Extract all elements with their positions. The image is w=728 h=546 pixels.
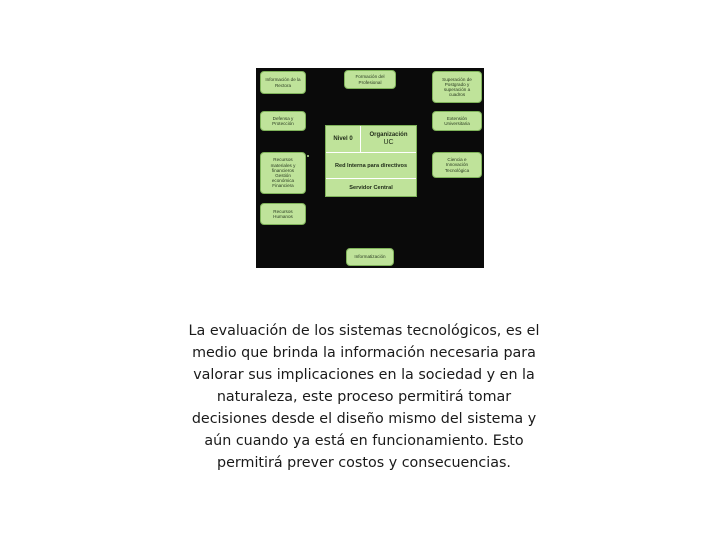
caption-text: La evaluación de los sistemas tecnológicos, es el medio que brinda la información necesaria para valorar sus implicaciones en la sociedad y en la naturaleza, este proceso permitirá tomar decisiones desde el diseño mismo del sistema y aún cuando ya está en funcionamiento. Esto permitirá prever costos y consecuencias. [188,323,540,471]
servidor-central-label: Servidor Central [349,184,393,191]
nivel-label: Nivel 0 [326,126,361,152]
organizacion-uc-label: UC [383,138,394,146]
organizacion-cell [361,126,416,152]
box-informacion-rectora: Información de la Rectora [260,71,306,94]
center-row-red [326,153,416,179]
box-formacion-profesional: Formación del Profesional [344,70,396,89]
center-row-top [326,126,416,153]
box-informatizacion: Informatización [346,248,394,266]
box-superacion-postgrado: Superación de Postgrado y superación a cuadros [432,71,482,103]
box-ciencia-innovacion: Ciencia e Innovación Tecnológica [432,152,482,178]
connector-dot [307,155,309,157]
box-recursos-materiales: Recursos materiales y financieros Gestión económica Financiera [260,152,306,194]
red-interna-label: Red Interna para directivos [334,162,408,169]
box-recursos-humanos: Recursos Humanos [260,203,306,225]
central-block [325,125,417,197]
network-diagram [256,68,484,268]
center-row-servidor [326,179,416,196]
organizacion-label: Organización [369,131,408,138]
box-extension-universitaria: Extensión Universitaria [432,111,482,131]
box-defensa-proteccion: Defensa y Protección [260,111,306,131]
